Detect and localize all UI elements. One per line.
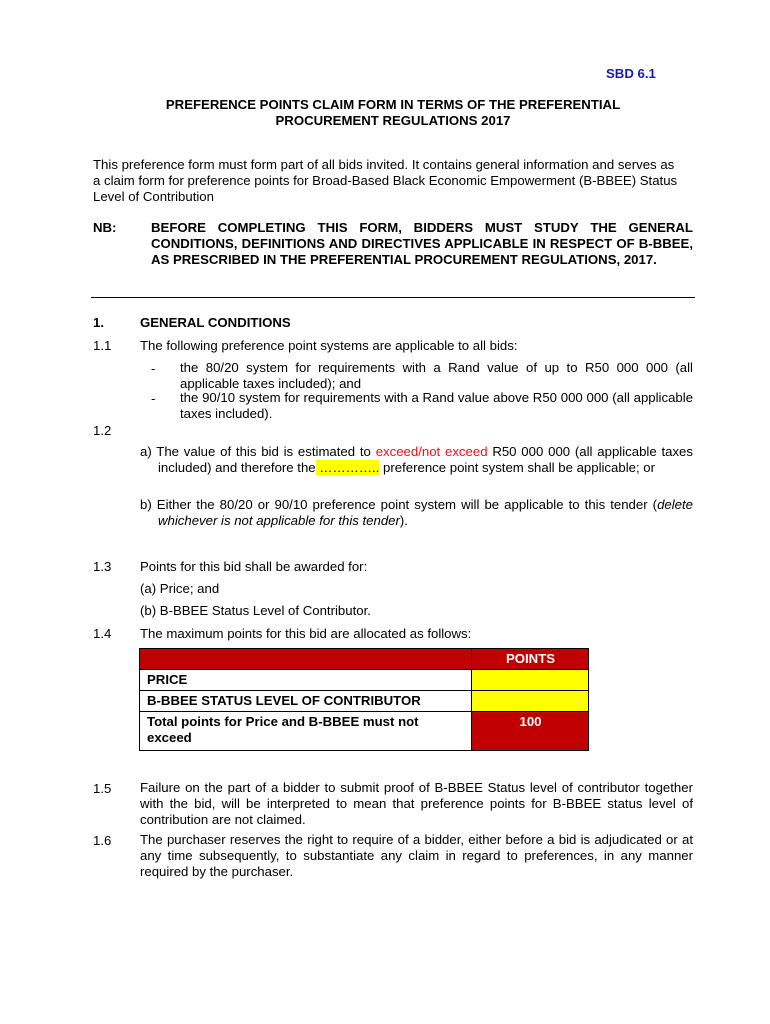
clause-1-2-b-prefix: b) Either the 80/20 or 90/10 preference point system will be applicable to this tender ( xyxy=(140,497,658,512)
clause-1-2-a-prefix: a) The value of this bid is estimated to xyxy=(140,444,376,459)
clause-1-6-text: The purchaser reserves the right to require of a bidder, either before a bid is adjudicated or at any time subsequently, to substantiate any claim in regard to preferences, in any manner required by the purchaser. xyxy=(140,832,693,879)
total-label-cell: Total points for Price and B-BBEE must not exceed xyxy=(140,712,472,751)
clause-1-3-text: Points for this bid shall be awarded for: xyxy=(140,559,368,574)
nb-label: NB: xyxy=(93,220,117,235)
clause-1-2-number: 1.2 xyxy=(93,423,112,438)
clause-1-2-b-italic: delete whichever is not applicable for this tender xyxy=(158,497,693,528)
bullet-dash: - xyxy=(151,391,156,406)
clause-1-5-text: Failure on the part of a bidder to submit proof of B-BBEE Status level of contributor together with the bid, will be interpreted to mean that preference points for B-BBEE status level of contribution are not claimed. xyxy=(140,780,693,827)
clause-1-2-b xyxy=(140,497,693,529)
clause-1-2-a xyxy=(140,444,693,476)
price-label-cell: PRICE xyxy=(140,670,472,691)
document-title xyxy=(0,97,770,129)
header-points-cell: POINTS xyxy=(472,649,589,670)
bbbee-points-cell[interactable] xyxy=(472,691,589,712)
exceed-not-exceed-text: exceed/not exceed xyxy=(375,444,488,459)
clause-1-2-a-suffix: preference point system shall be applicable; or xyxy=(379,460,656,475)
table-row xyxy=(140,670,589,691)
title-line-2: PROCUREMENT REGULATIONS 2017 xyxy=(275,113,511,128)
total-points-cell: 100 xyxy=(472,712,589,751)
intro-paragraph: This preference form must form part of all bids invited. It contains general information and serves as a claim form for preference points for Broad-Based Black Economic Empowerment (B-BBEE) Status Level of Contribution xyxy=(93,157,678,204)
points-allocation-table xyxy=(139,648,589,751)
section-1-number: 1. xyxy=(93,315,104,330)
clause-1-5-number: 1.5 xyxy=(93,781,112,796)
bullet-dash: - xyxy=(151,361,156,376)
nb-text: BEFORE COMPLETING THIS FORM, BIDDERS MUST STUDY THE GENERAL CONDITIONS, DEFINITIONS AND DIRECTIVES APPLICABLE IN RESPECT OF B-BBEE, AS PRESCRIBED IN THE PREFERENTIAL PROCUREMENT REGULATIONS, 2017. xyxy=(151,220,693,267)
clause-1-3-number: 1.3 xyxy=(93,559,112,574)
clause-1-6-number: 1.6 xyxy=(93,833,112,848)
bullet-80-20-system: the 80/20 system for requirements with a Rand value of up to R50 000 000 (all applicable taxes included); and xyxy=(180,360,693,391)
clause-1-1-number: 1.1 xyxy=(93,338,112,353)
clause-1-3-a: (a) Price; and xyxy=(140,581,220,596)
section-1-heading: GENERAL CONDITIONS xyxy=(140,315,291,330)
table-header-row xyxy=(140,649,589,670)
clause-1-4-number: 1.4 xyxy=(93,626,112,641)
table-row xyxy=(140,712,589,751)
header-blank-cell xyxy=(140,649,472,670)
price-points-cell[interactable] xyxy=(472,670,589,691)
clause-1-3-b: (b) B-BBEE Status Level of Contributor. xyxy=(140,603,371,618)
clause-1-4-text: The maximum points for this bid are allocated as follows: xyxy=(140,626,472,641)
clause-1-2-b-suffix: ). xyxy=(399,513,408,528)
title-line-1: PREFERENCE POINTS CLAIM FORM IN TERMS OF THE PREFERENTIAL xyxy=(165,97,621,112)
system-blank-field[interactable]: ………….. xyxy=(315,460,380,475)
bbbee-label-cell: B-BBEE STATUS LEVEL OF CONTRIBUTOR xyxy=(140,691,472,712)
horizontal-divider xyxy=(91,297,695,298)
clause-1-1-text: The following preference point systems are applicable to all bids: xyxy=(140,338,518,353)
document-code: SBD 6.1 xyxy=(606,66,656,81)
clause-1-2-a-mid: R50 000 000 (all applicable taxes included) and therefore the xyxy=(158,444,693,475)
table-row xyxy=(140,691,589,712)
bullet-90-10-system: the 90/10 system for requirements with a Rand value above R50 000 000 (all applicable taxes included). xyxy=(180,390,693,421)
